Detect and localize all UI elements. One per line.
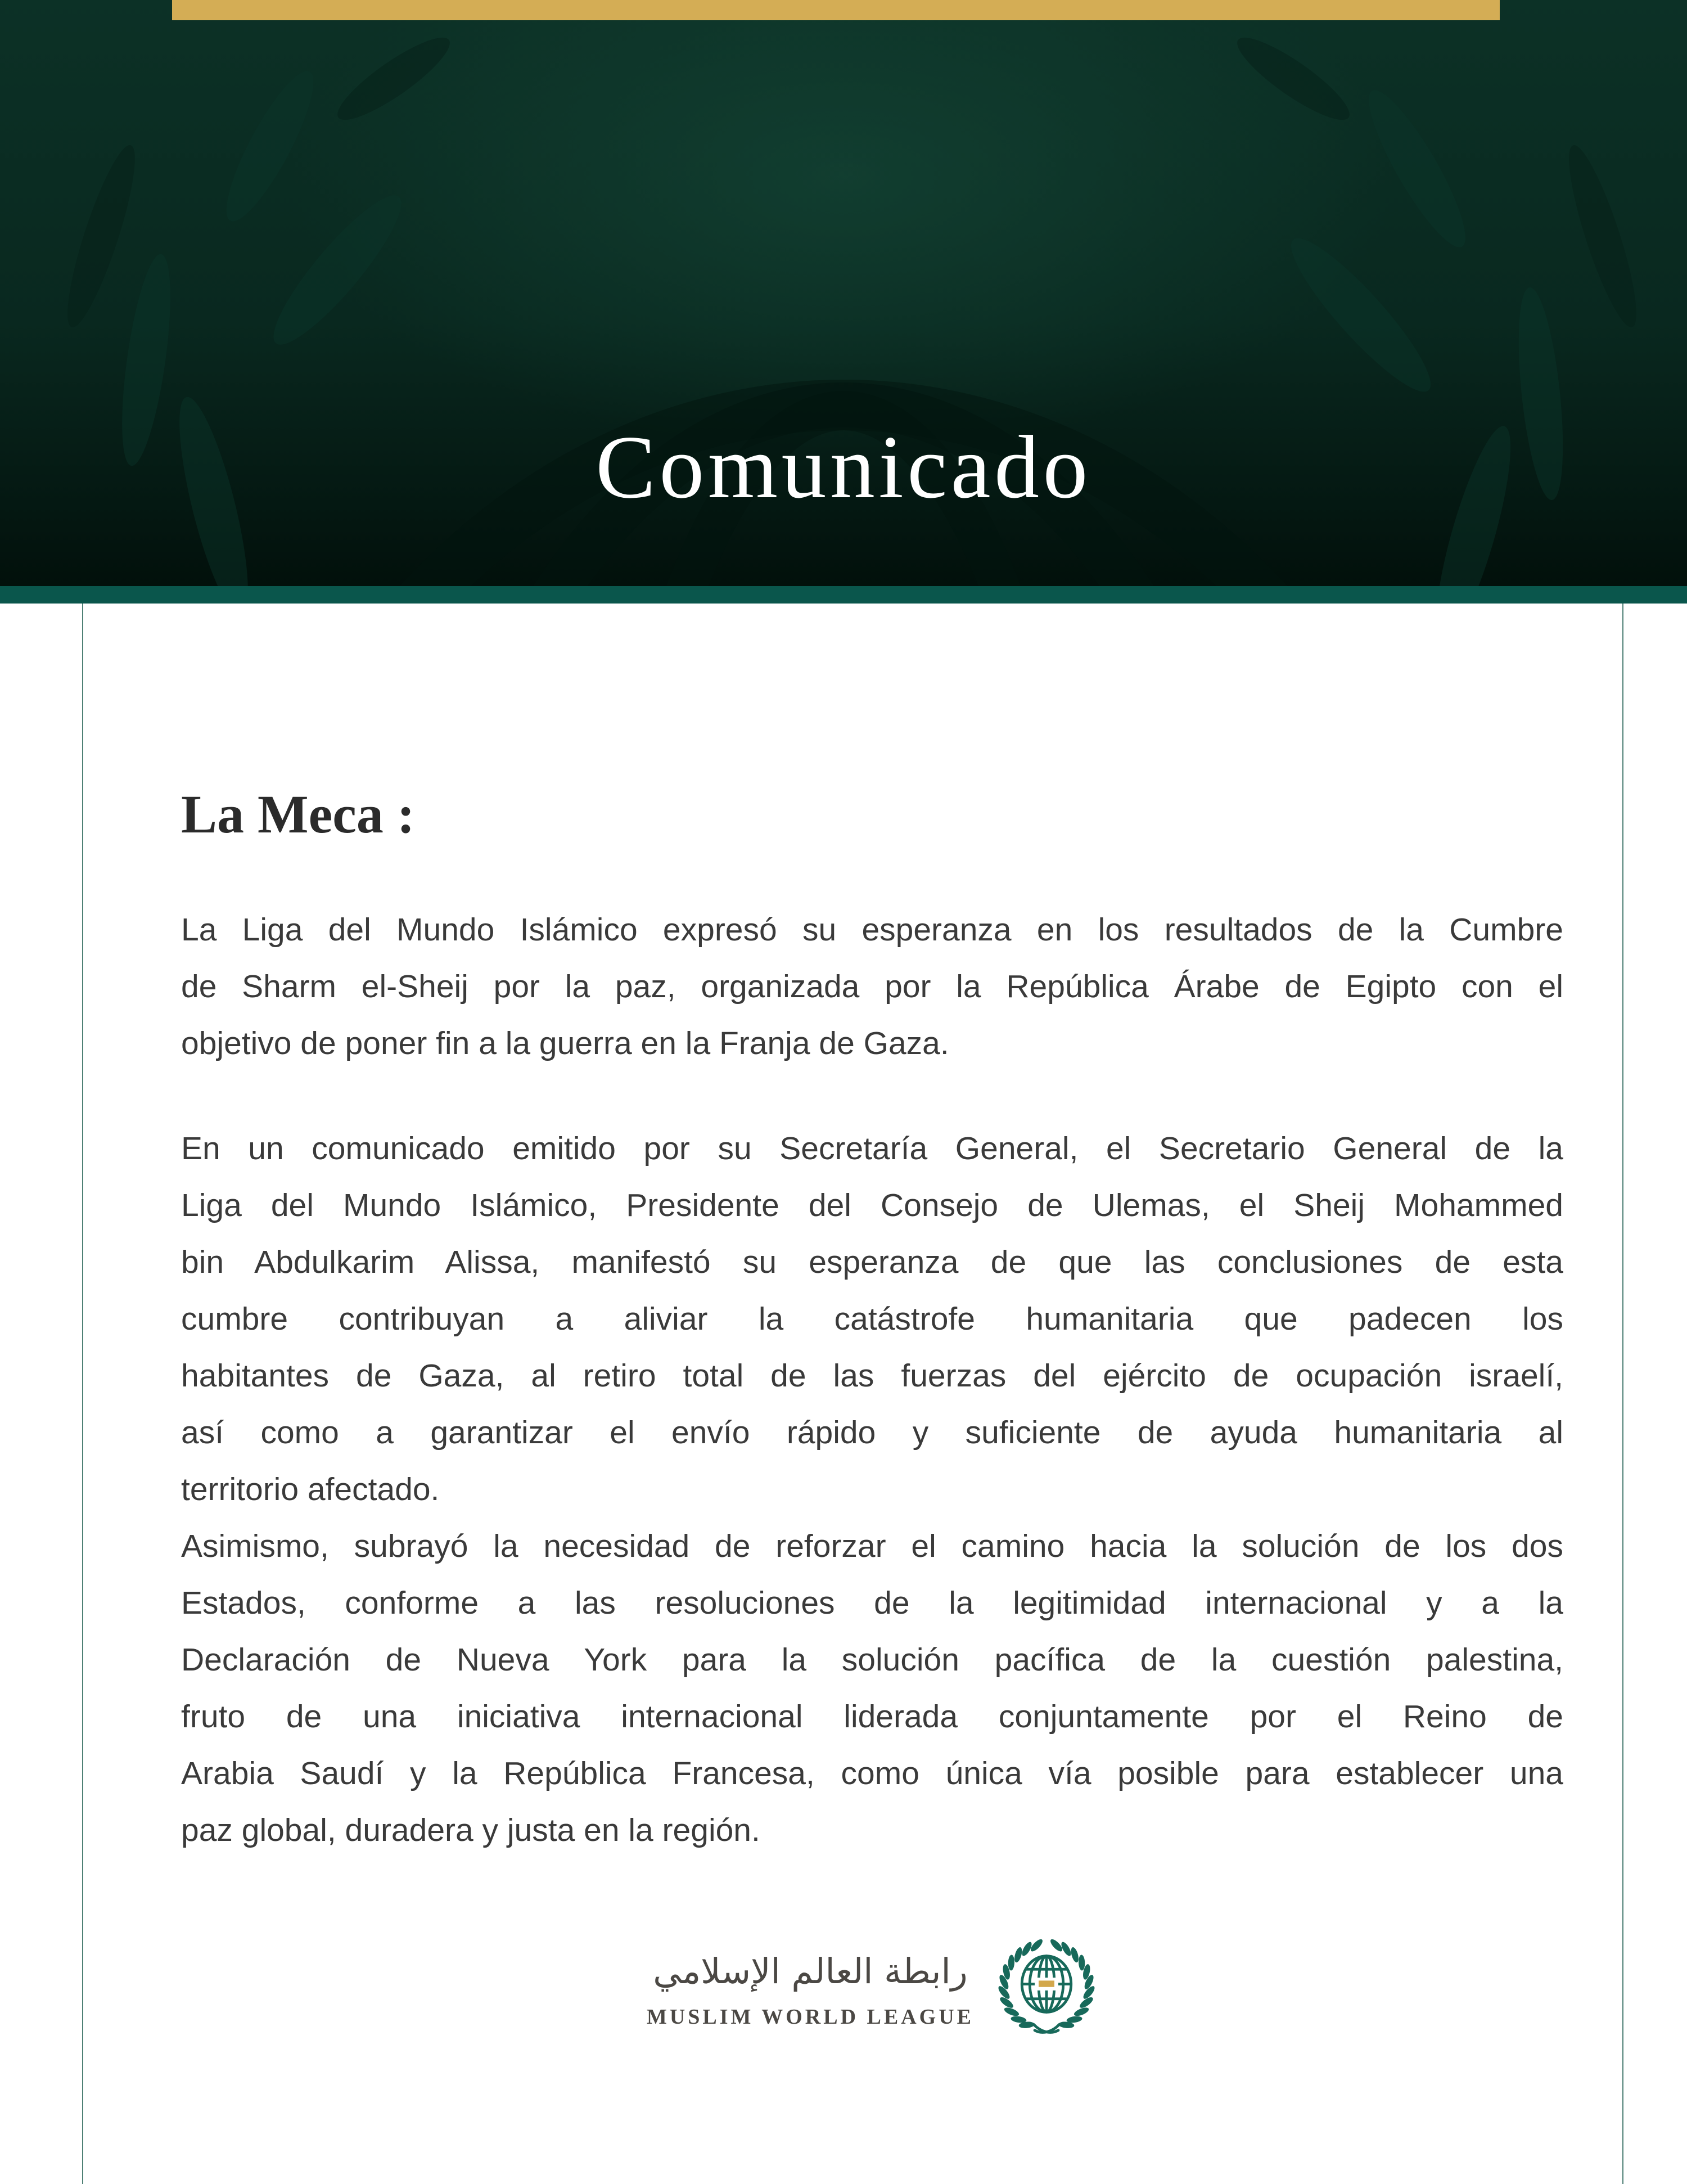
- gold-accent-bar: [172, 0, 1500, 20]
- header-banner: [0, 0, 1687, 586]
- kaaba-gold-band: [1039, 1981, 1054, 1987]
- mwl-logo: [181, 1933, 1563, 2039]
- paragraph-line: Arabia Saudí y la República Francesa, como única vía posible para establecer una: [181, 1755, 1563, 1792]
- paragraph-line: Asimismo, subrayó la necesidad de reforzar el camino hacia la solución de los dos: [181, 1528, 1563, 1565]
- paragraph-line: La Liga del Mundo Islámico expresó su esperanza en los resultados de la Cumbre: [181, 912, 1563, 948]
- paragraph-line: Liga del Mundo Islámico, Presidente del Consejo de Ulemas, el Sheij Mohammed: [181, 1187, 1563, 1224]
- right-border-rule: [1622, 604, 1623, 2184]
- paragraph-line: así como a garantizar el envío rápido y suficiente de ayuda humanitaria al: [181, 1415, 1563, 1451]
- paragraph-line: Declaración de Nueva York para la solución pacífica de la cuestión palestina,: [181, 1642, 1563, 1678]
- page-title: Comunicado: [596, 417, 1091, 517]
- paragraph: [181, 1518, 1563, 1859]
- dateline-heading: La Meca :: [181, 784, 415, 844]
- paragraph-line: territorio afectado.: [181, 1471, 440, 1508]
- paragraph-line: Estados, conforme a las resoluciones de la legitimidad internacional y a la: [181, 1585, 1563, 1622]
- paragraph-line: fruto de una iniciativa internacional liderada conjuntamente por el Reino de: [181, 1699, 1563, 1735]
- mwl-arabic-calligraphy: رابطة العالم الإسلامي: [653, 1950, 968, 1992]
- paragraph-line: objetivo de poner fin a la guerra en la Franja de Gaza.: [181, 1025, 949, 1062]
- mwl-logo-text: [647, 1943, 974, 2029]
- paragraph-line: paz global, duradera y justa en la región.: [181, 1812, 760, 1849]
- mwl-globe-wreath-emblem-icon: [995, 1933, 1098, 2039]
- content-card: [181, 604, 1563, 2039]
- left-border-rule: [82, 604, 83, 2184]
- paragraph-line: habitantes de Gaza, al retiro total de las fuerzas del ejército de ocupación israelí,: [181, 1358, 1563, 1394]
- paragraph-line: bin Abdulkarim Alissa, manifestó su esperanza de que las conclusiones de esta: [181, 1244, 1563, 1281]
- teal-divider-band: [0, 586, 1687, 604]
- wreath-stems: [1034, 2025, 1059, 2033]
- paragraph: [181, 902, 1563, 1072]
- paragraph-line: cumbre contribuyan a aliviar la catástrofe humanitaria que padecen los: [181, 1301, 1563, 1338]
- paragraph: [181, 1120, 1563, 1518]
- mwl-latin-name: MUSLIM WORLD LEAGUE: [646, 2005, 975, 2029]
- paragraph-line: En un comunicado emitido por su Secretaría General, el Secretario General de la: [181, 1131, 1563, 1167]
- paragraph-line: de Sharm el-Sheij por la paz, organizada por la República Árabe de Egipto con el: [181, 969, 1563, 1005]
